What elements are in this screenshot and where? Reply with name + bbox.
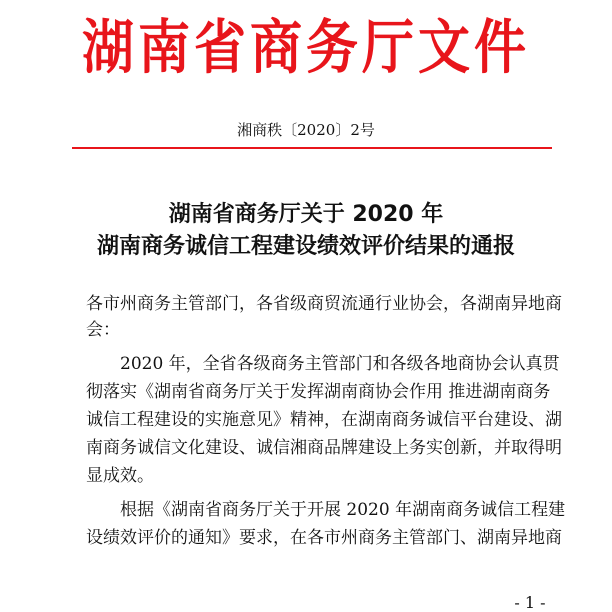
body-text-line: 显成效。 [86,466,154,486]
body-text-line: 诚信工程建设的实施意见》精神，在湖南商务诚信平台建设、湖 [86,410,562,430]
red-divider-rule [72,147,552,149]
body-text-line: 根据《湖南省商务厅关于开展 2020 年湖南商务诚信工程建 [120,500,566,520]
body-text-line: 2020 年，全省各级商务主管部门和各级各地商协会认真贯 [120,354,560,374]
page-number: - 1 - [514,593,546,612]
body-text-line: 会： [86,320,120,340]
body-text-line: 彻落实《湖南省商务厅关于发挥湖南商协会作用 推进湖南商务 [86,382,551,402]
document-title-line-1: 湖南省商务厅关于 2020 年 [168,202,444,227]
masthead-title: 湖南省商务厅文件 [81,14,530,82]
body-text-line: 设绩效评价的通知》要求，在各市州商务主管部门、湖南异地商 [86,528,562,548]
document-number: 湘商秩〔2020〕2号 [237,121,375,139]
body-text-line: 南商务诚信文化建设、诚信湘商品牌建设上务实创新，并取得明 [86,438,562,458]
body-text-line: 各市州商务主管部门，各省级商贸流通行业协会，各湖南异地商 [86,294,562,314]
document-title-line-2: 湖南商务诚信工程建设绩效评价结果的通报 [96,234,515,259]
